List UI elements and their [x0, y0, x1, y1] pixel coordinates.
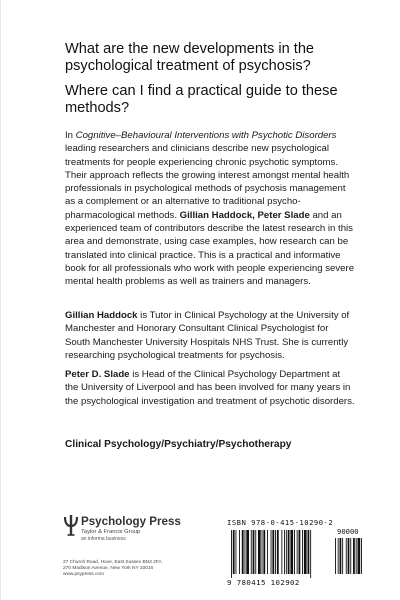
publisher-name: Psychology Press [81, 515, 181, 528]
isbn-label: ISBN 978-0-415-10290-2 [227, 518, 334, 527]
bio-name: Peter D. Slade [65, 369, 130, 380]
isbn-barcode [227, 518, 375, 590]
blurb-paragraph [65, 129, 355, 289]
barcode-addon-number: 90000 [337, 527, 359, 536]
editor-name-2: Peter Slade [257, 209, 310, 221]
publisher-group: Taylor & Francis Group [81, 529, 141, 535]
blurb-intro-pre: In [65, 130, 76, 141]
publisher-website: www.psypress.com [63, 572, 105, 577]
bio-name: Gillian Haddock [65, 310, 138, 321]
publisher-address-line: 27 Church Road, Hove, East Sussex BN3 2FA [63, 560, 162, 565]
author-bio-slade [65, 368, 355, 408]
publisher-address-line: 270 Madison Avenue, New York NY 10016 [63, 566, 154, 571]
subject-category: Clinical Psychology/Psychiatry/Psychotherapy [65, 439, 292, 450]
blurb-intro-end: and an experienced team of contributors describe the latest research in this area and demonstrate, using case examples, how research can be translated into clinical practice. This is a practical and informative book for all professionals who work with people experiencing severe mental health problems as well as trainers and managers. [65, 209, 355, 288]
blurb-intro-post: leading researchers and clinicians describe new psychological treatments for people experiencing chronic psychotic symptoms. Their approach reflects the growing interest amongst mental health professionals in psychological methods of psychosis management as a complement or an alternative to traditional psycho-pharmacological methods. [65, 143, 350, 221]
editor-name-1: Gillian Haddock [179, 209, 253, 221]
headline-question-2: Where can I find a practical guide to these methods? [65, 83, 338, 116]
barcode-digits: 9 780415 102902 [227, 578, 300, 587]
bio-text: is Head of the Clinical Psychology Department at the University of Liverpool and has been involved for many years in the psychological investigation and treatment of psychotic disorders. [65, 369, 355, 407]
editor-separator: , [252, 209, 258, 221]
book-title: Cognitive–Behavioural Interventions with Psychotic Disorders [75, 130, 337, 141]
psychology-press-psi-logo-icon [63, 514, 79, 536]
author-bio-haddock [65, 309, 355, 362]
headline-question-1: What are the new developments in the psychological treatment of psychosis? [65, 41, 315, 74]
publisher-parent: an informa business [81, 536, 126, 542]
bio-text: is Tutor in Clinical Psychology at the University of Manchester and Honorary Consultant Clinical Psychologist for South Manchester University Hospitals NHS Trust. She is currently researching psychological treatments for psychosis. [65, 310, 350, 361]
